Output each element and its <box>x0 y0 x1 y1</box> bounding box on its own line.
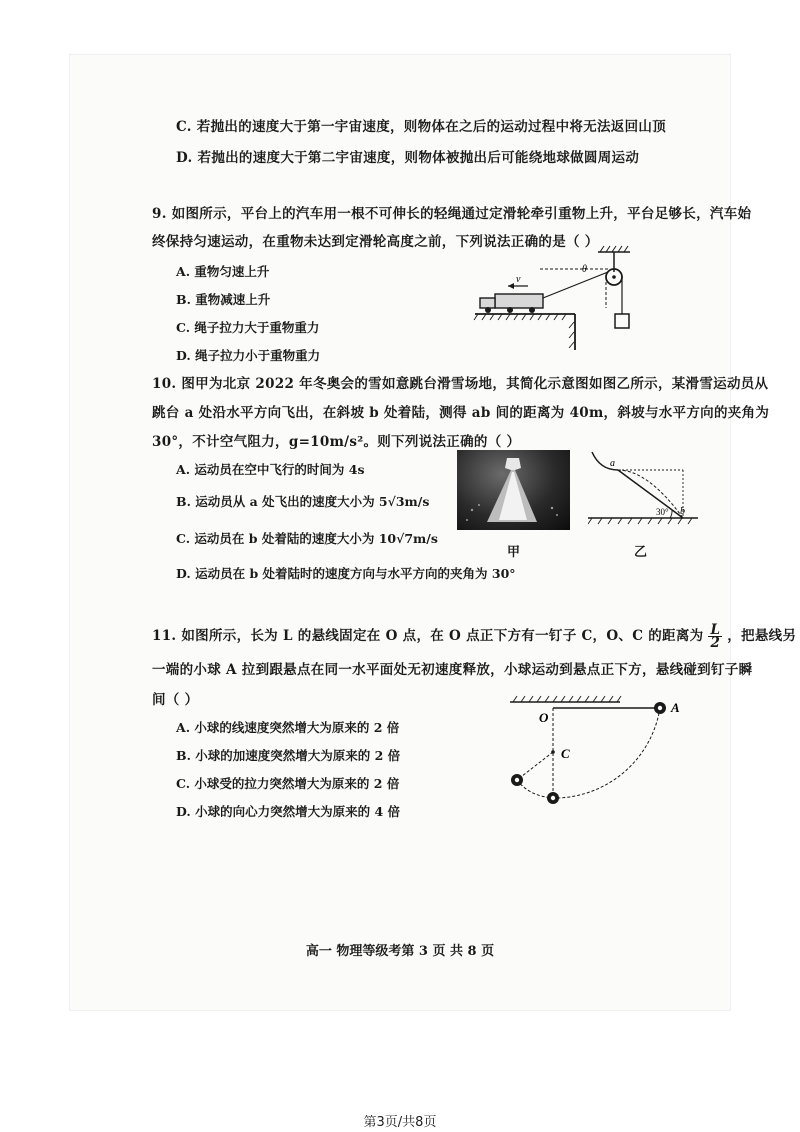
point-a-label: a <box>610 458 615 469</box>
q10-stem-line1: 10. 图甲为北京 2022 年冬奥会的雪如意跳台滑雪场地，其简化示意图如图乙所示，某滑雪运动员从 <box>152 376 769 392</box>
point-o-label: O <box>539 710 549 725</box>
q11-stem-line1 <box>152 624 796 649</box>
q10-stem-line2: 跳台 a 处沿水平方向飞出，在斜坡 b 处着陆，测得 ab 间的距离为 40m，斜坡与水平方向的夹角为 <box>152 405 770 421</box>
q11-stem-line1-b: ，把悬线另 <box>727 628 797 644</box>
q10-option-a: A. 运动员在空中飞行的时间为 4s <box>176 462 365 477</box>
q11-option-c: C. 小球受的拉力突然增大为原来的 2 倍 <box>176 776 400 791</box>
point-b-label: b <box>680 506 685 517</box>
q9-stem-line1: 9. 如图所示，平台上的汽车用一根不可伸长的轻绳通过定滑轮牵引重物上升，平台足够长，汽车始 <box>152 206 752 222</box>
caption-yi: 乙 <box>634 545 648 560</box>
exam-footer: 高一 物理等级考第 3 页 共 8 页 <box>305 944 495 959</box>
q11-stem-line2: 一端的小球 A 拉到跟悬点在同一水平面处无初速度释放，小球运动到悬点正下方，悬线碰到钉子瞬 <box>152 662 753 678</box>
q11-pendulum-figure <box>505 690 695 815</box>
q10-stem-line3: 30°，不计空气阻力，g=10m/s²。则下列说法正确的（ ） <box>152 434 521 450</box>
q9-option-c: C. 绳子拉力大于重物重力 <box>176 320 320 335</box>
q9-truck-pulley-figure <box>470 242 645 352</box>
q11-option-a: A. 小球的线速度突然增大为原来的 2 倍 <box>176 720 400 735</box>
q11-option-b: B. 小球的加速度突然增大为原来的 2 倍 <box>176 748 401 763</box>
theta-label: θ <box>582 264 587 275</box>
ski-jump-photo <box>457 450 570 530</box>
fraction-denominator: 2 <box>710 635 721 651</box>
q9-option-d: D. 绳子拉力小于重物重力 <box>176 348 321 363</box>
velocity-label: v <box>516 274 521 285</box>
q10-option-d: D. 运动员在 b 处着陆时的速度方向与水平方向的夹角为 30° <box>176 566 516 581</box>
slope-angle-label: 30° <box>656 507 669 517</box>
q10-option-b: B. 运动员从 a 处飞出的速度大小为 5√3m/s <box>176 494 430 509</box>
q9-option-a: A. 重物匀速上升 <box>176 264 270 279</box>
distance-fraction <box>708 624 722 649</box>
q10-slope-figure <box>588 448 698 528</box>
q8-option-d: D. 若抛出的速度大于第二宇宙速度，则物体被抛出后可能绕地球做圆周运动 <box>176 150 640 166</box>
q11-stem-line1-a: 11. 如图所示，长为 L 的悬线固定在 O 点，在 O 点正下方有一钉子 C，O、C 的距离为 <box>152 628 704 644</box>
point-a-label: A <box>671 700 680 715</box>
q8-option-c: C. 若抛出的速度大于第一宇宙速度，则物体在之后的运动过程中将无法返回山顶 <box>176 119 667 135</box>
nail-c-label: C <box>561 746 570 761</box>
q10-option-c: C. 运动员在 b 处着陆的速度大小为 10√7m/s <box>176 531 438 546</box>
fraction-numerator: L <box>710 622 721 638</box>
q11-option-d: D. 小球的向心力突然增大为原来的 4 倍 <box>176 804 400 819</box>
page-number: 第3页/共8页 <box>363 1115 437 1130</box>
q9-stem-line2: 终保持匀速运动，在重物未达到定滑轮高度之前，下列说法正确的是（ ） <box>152 234 599 250</box>
q11-stem-line3: 间（ ） <box>152 692 199 708</box>
q9-option-b: B. 重物减速上升 <box>176 292 271 307</box>
caption-jia: 甲 <box>507 545 521 560</box>
